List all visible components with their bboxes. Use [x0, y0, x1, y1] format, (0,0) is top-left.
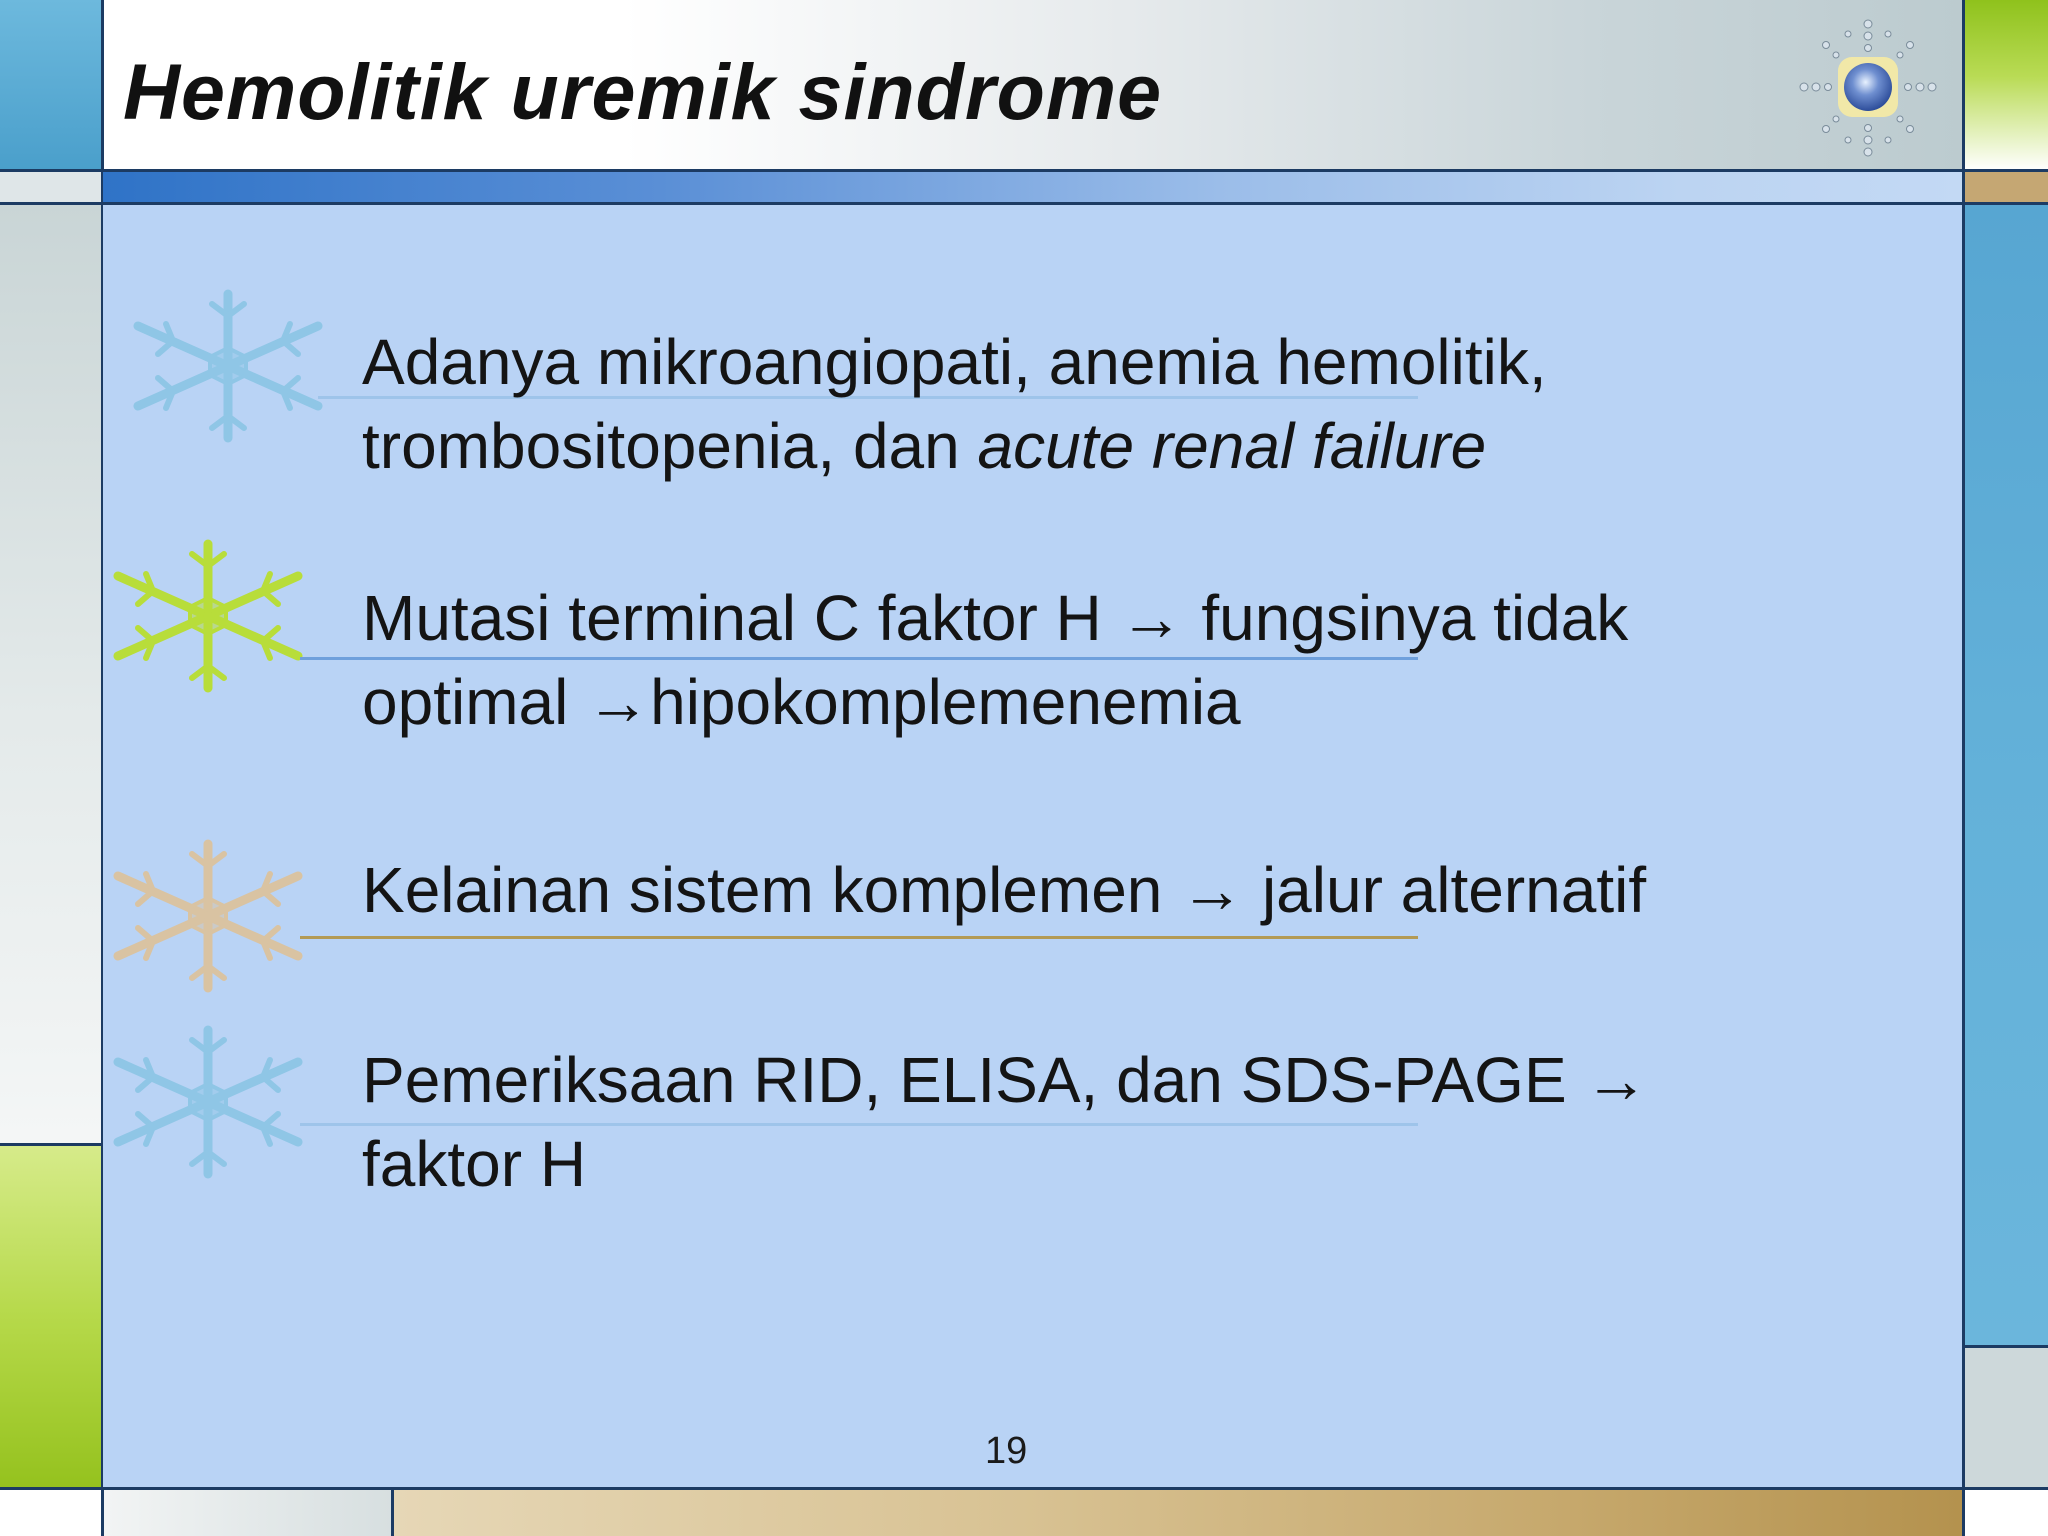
- bullet-line: faktor H: [362, 1128, 587, 1200]
- bullet-line: Pemeriksaan RID, ELISA, dan SDS-PAGE →: [362, 1044, 1649, 1116]
- frame-left-grey-block: [0, 205, 101, 1143]
- snowflake-icon: [128, 286, 328, 446]
- frame-bottom-gold-block: [394, 1490, 1962, 1536]
- frame-left-green-block: [0, 1146, 101, 1487]
- left-green-top-rule: [0, 1143, 101, 1146]
- bottom-divider-rule: [391, 1490, 394, 1536]
- snowflake-icon: [108, 836, 308, 996]
- header-gradient-band: [103, 172, 1962, 202]
- bullet-line: optimal →hipokomplemenemia: [362, 666, 1241, 738]
- bullet-text: [362, 320, 1792, 488]
- snowflake-icon: [108, 536, 308, 696]
- sun-globe-icon: [1788, 12, 1948, 162]
- frame-left-band-block: [0, 172, 101, 202]
- frame-right-bottom-block: [1965, 1490, 2048, 1536]
- bullet-line: Mutasi terminal C faktor H → fungsinya tidak: [362, 582, 1629, 654]
- frame-left-bottom-block: [0, 1490, 101, 1536]
- frame-right-grey-block: [1965, 1348, 2048, 1487]
- frame-bottom-grey-block: [103, 1490, 391, 1536]
- frame-right-green-block: [1965, 0, 2048, 170]
- bullet-line: Kelainan sistem komplemen → jalur alternatif: [362, 854, 1647, 926]
- right-grey-top-rule: [1965, 1345, 2048, 1348]
- bullet-text: [362, 848, 1792, 932]
- bullet-line: Adanya mikroangiopati, anemia hemolitik,: [362, 326, 1547, 398]
- bullet-line-italic: acute renal failure: [977, 410, 1487, 482]
- bullet-line: [362, 404, 1792, 488]
- slide-title: Hemolitik uremik sindrome: [123, 47, 1163, 136]
- bullet-text: [362, 1038, 1792, 1206]
- footer-top-rule: [0, 1487, 2048, 1490]
- frame-right-gold-block: [1965, 172, 2048, 202]
- bullet-text: [362, 576, 1792, 744]
- page-number: 19: [985, 1430, 1028, 1472]
- snowflake-icon: [108, 1022, 308, 1182]
- frame-left-teal-block: [0, 0, 101, 170]
- bullet-line-plain: trombositopenia, dan: [362, 410, 978, 482]
- frame-right-teal-block: [1965, 205, 2048, 1345]
- bullet-underline: [300, 936, 1418, 939]
- right-frame-rule: [1962, 0, 1965, 1536]
